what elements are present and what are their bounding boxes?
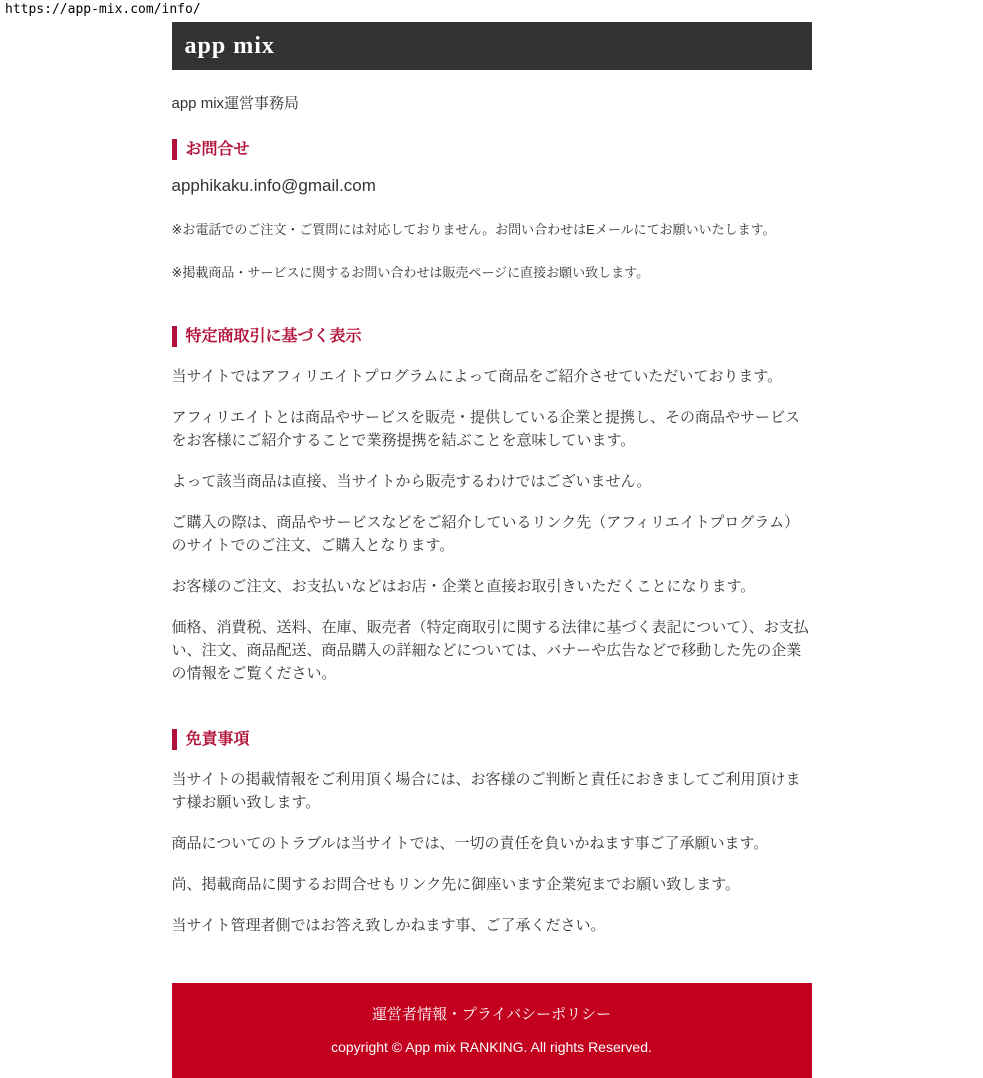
tokutei-paragraph: ご購入の際は、商品やサービスなどをご紹介しているリンク先（アフィリエイトプログラム）のサイトでのご注文、ご購入となります。 <box>171 514 800 554</box>
section-heading-contact: お問合せ <box>172 139 812 160</box>
disclaimer-paragraph: 当サイトの掲載情報をご利用頂く場合には、お客様のご判断と責任におきましてご利用頂けます様お願い致します。 <box>171 771 801 811</box>
tokutei-paragraph: よって該当商品は直接、当サイトから販売するわけではございません。 <box>171 473 652 490</box>
section-heading-disclaimer: 免責事項 <box>172 729 812 750</box>
contact-email: apphikaku.info@gmail.com <box>171 176 376 195</box>
site-footer <box>172 983 812 1078</box>
tokutei-paragraph: 価格、消費税、送料、在庫、販売者（特定商取引に関する法律に基づく表記について）、お支払い、注文、商品配送、商品購入の詳細などについては、バナーや広告などで移動した先の企業の情報をご覧ください。 <box>171 619 809 682</box>
disclaimer-paragraph: 当サイト管理者側ではお答え致しかねます事、ご了承ください。 <box>171 917 606 934</box>
contact-note: ※掲載商品・サービスに関するお問い合わせは販売ページに直接お願い致します。 <box>171 265 650 280</box>
site-title: app mix <box>184 32 275 59</box>
tokutei-paragraph: アフィリエイトとは商品やサービスを販売・提供している企業と提携し、その商品やサービスをお客様にご紹介することで業務提携を結ぶことを意味しています。 <box>171 409 801 449</box>
site-header <box>172 22 812 70</box>
footer-links-privacy-policy[interactable]: 運営者情報・プライバシーポリシー <box>371 1006 612 1023</box>
tokutei-paragraph: お客様のご注文、お支払いなどはお店・企業と直接お取引きいただくことになります。 <box>171 578 756 595</box>
disclaimer-paragraph: 商品についてのトラブルは当サイトでは、一切の責任を負いかねます事ご了承願います。 <box>171 835 769 852</box>
disclaimer-paragraph: 尚、掲載商品に関するお問合せもリンク先に御座います企業宛までお願い致します。 <box>171 876 741 893</box>
section-heading-tokutei: 特定商取引に基づく表示 <box>172 326 812 347</box>
operator-name: app mix運営事務局 <box>171 95 300 112</box>
tokutei-paragraph: 当サイトではアフィリエイトプログラムによって商品をご紹介させていただいております。 <box>171 368 783 385</box>
page-container <box>172 0 812 1078</box>
footer-copyright: copyright © App mix RANKING. All rights Reserved. <box>331 1039 652 1055</box>
contact-note: ※お電話でのご注文・ご質問には対応しておりません。お問い合わせはEメールにてお願いいたします。 <box>171 222 776 237</box>
url-bar[interactable]: https://app-mix.com/info/ <box>5 2 201 17</box>
